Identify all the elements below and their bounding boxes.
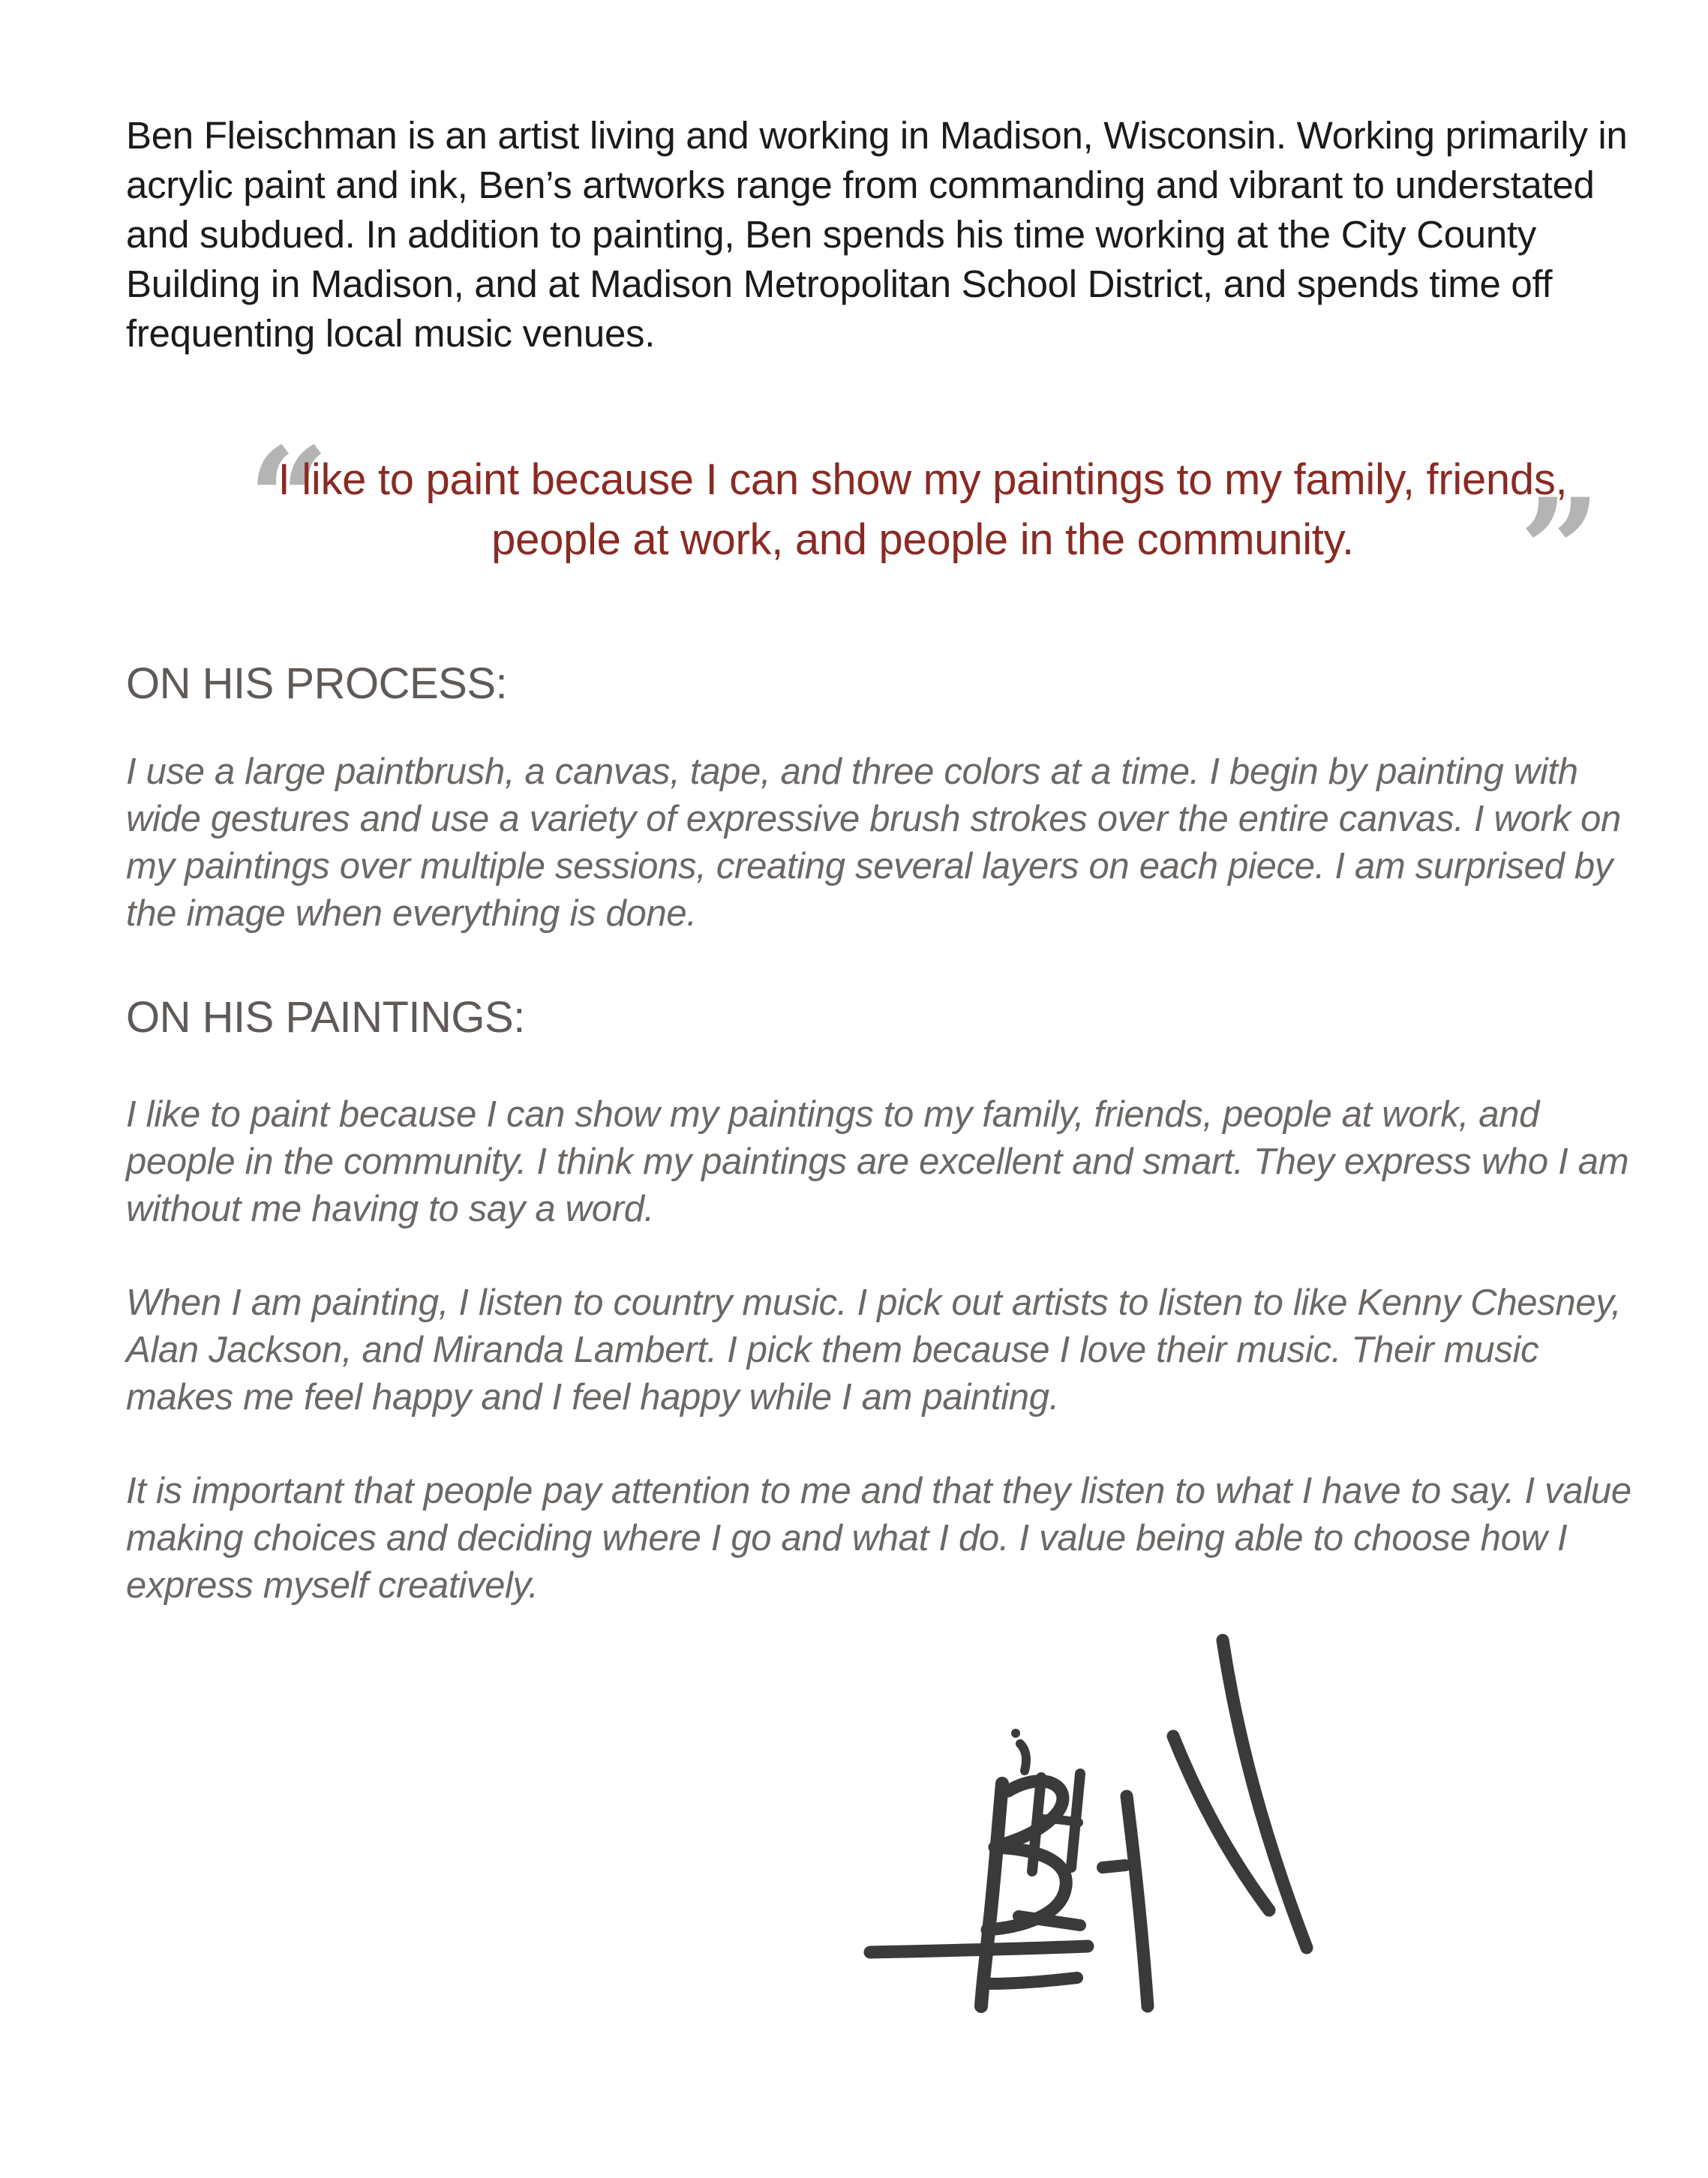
artist-bio: Ben Fleischman is an artist living and working in Madison, Wisconsin. Working primarily in acrylic paint and ink, Ben’s artworks range from commanding and vibrant to understated and subdued. In addition to painting, Ben spends his time working at the City County Building in Madison, and at Madison Metropolitan School District, and spends time off frequenting local music venues. [126, 114, 1628, 355]
process-paragraph: I use a large paintbrush, a canvas, tape, and three colors at a time. I begin by painting with wide gestures and use a variety of expressive brush strokes over the entire canvas. I work on my paintings over multiple sessions, creating several layers on each piece. I am surprised by the image when everything is done. [126, 752, 1621, 934]
paintings-paragraph-3: It is important that people pay attention to me and that they listen to what I have to say. I value making choices and deciding where I go and what I do. I value being able to choose how I express myself creatively. [126, 1471, 1631, 1606]
paintings-paragraph-2: When I am painting, I listen to country music. I pick out artists to listen to like Kenny Chesney, Alan Jackson, and Miranda Lambert. I pick them because I love their music. Their music makes me feel happy and I feel happy while I am painting. [126, 1282, 1622, 1418]
paintings-paragraph-1: I like to paint because I can show my paintings to my family, friends, people at work, and people in the community. I think my paintings are excellent and smart. They express who I am without me having to say a word. [126, 1094, 1629, 1229]
pull-quote-text: I like to paint because I can show my paintings to my family, friends, people at work, and people in the community. [278, 455, 1568, 564]
paintings-heading: ON HIS PAINTINGS: [126, 993, 525, 1042]
open-quote-icon: “ [248, 416, 330, 584]
pull-quote [248, 416, 1601, 634]
signature-image [855, 1631, 1335, 2051]
process-heading: ON HIS PROCESS: [126, 659, 508, 708]
close-quote-icon: ” [1519, 467, 1601, 634]
